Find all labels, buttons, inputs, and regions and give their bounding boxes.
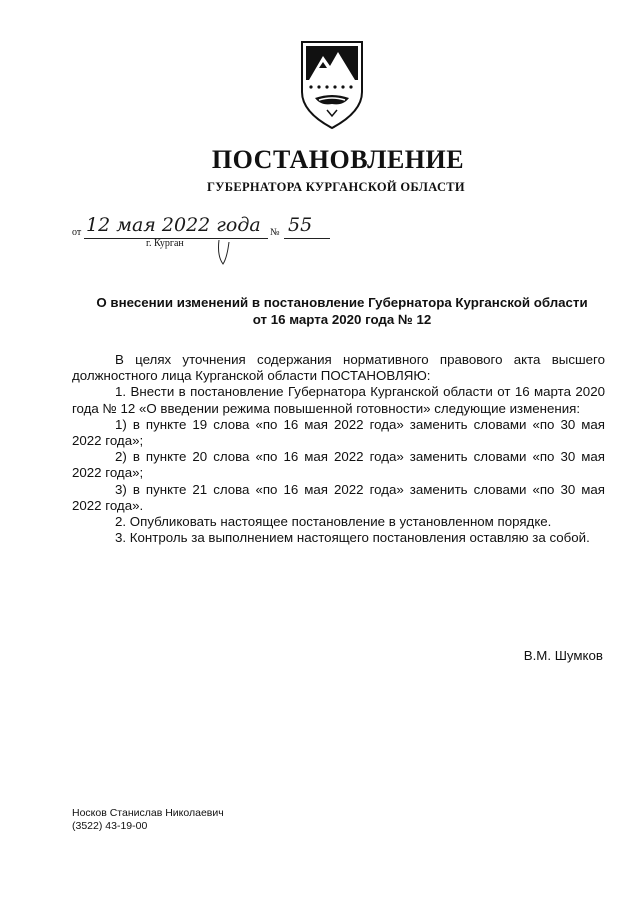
paragraph-item-3: 3. Контроль за выполнением настоящего постановления оставляю за собой.: [115, 530, 590, 546]
executor-name: Носков Станислав Николаевич: [72, 807, 224, 819]
paragraph-subitem-2: 2) в пункте 20 слова «по 16 мая 2022 года» заменить словами «по 30 мая 2022 года»;: [72, 449, 605, 481]
heading-line-1: О внесении изменений в постановление Губернатора Курганской области: [96, 295, 588, 310]
signatory-name: В.М. Шумков: [523, 648, 603, 663]
paragraph-preamble: В целях уточнения содержания нормативного правового акта высшего должностного лица Курганской области ПОСТАНОВЛЯЮ:: [72, 352, 605, 384]
executor-phone: (3522) 43-19-00: [72, 820, 148, 832]
handwritten-mark-icon: [215, 238, 235, 268]
document-subtitle: ГУБЕРНАТОРА КУРГАНСКОЙ ОБЛАСТИ: [207, 180, 465, 194]
paragraph-item-2: 2. Опубликовать настоящее постановление в установленном порядке.: [115, 514, 552, 530]
coat-of-arms-icon: [297, 40, 367, 132]
executor-block: [72, 807, 224, 833]
paragraph-item-1: 1. Внести в постановление Губернатора Курганской области от 16 марта 2020 года № 12 «О введении режима повышенной готовности» следующие изменения:: [72, 384, 605, 416]
number-label: №: [270, 227, 280, 238]
from-label: от: [72, 227, 82, 238]
number-underline: [284, 238, 330, 239]
place-of-issue: г. Курган: [146, 238, 184, 249]
document-heading: [72, 294, 612, 328]
document-title: ПОСТАНОВЛЕНИЕ: [211, 145, 465, 174]
heading-line-2: от 16 марта 2020 года № 12: [252, 312, 432, 327]
paragraph-subitem-3: 3) в пункте 21 слова «по 16 мая 2022 года» заменить словами «по 30 мая 2022 года».: [72, 481, 605, 513]
handwritten-date: 12 мая 2022 года: [86, 214, 261, 236]
paragraph-subitem-1: 1) в пункте 19 слова «по 16 мая 2022 года» заменить словами «по 30 мая 2022 года»;: [72, 416, 605, 449]
document-body: [72, 352, 605, 546]
handwritten-number: 55: [288, 214, 313, 236]
